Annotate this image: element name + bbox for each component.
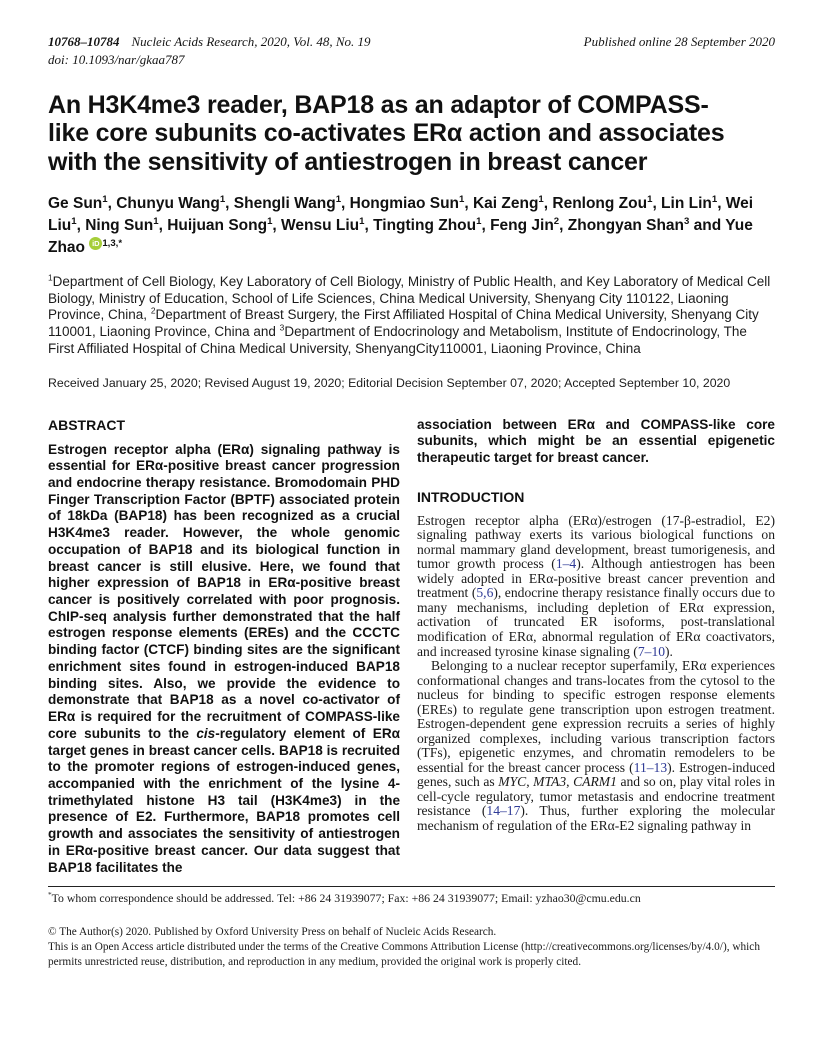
- abstract-heading: ABSTRACT: [48, 416, 125, 433]
- copyright-line: © The Author(s) 2020. Published by Oxford University Press on behalf of Nucleic Acids Research.: [48, 926, 497, 939]
- submission-dates: Received January 25, 2020; Revised August 19, 2020; Editorial Decision September 07, 2020; Accepted September 10, 2020: [48, 375, 731, 390]
- journal-header: [48, 34, 775, 50]
- page-range: 10768–10784: [48, 34, 120, 49]
- article-title: An H3K4me3 reader, BAP18 as an adaptor of COMPASS-like core subunits co-activates ERα action and associates with the sensitivity of antiestrogen in breast cancer: [48, 91, 725, 176]
- introduction-paragraph-1: Estrogen receptor alpha (ERα)/estrogen (17-β-estradiol, E2) signaling pathway exerts its various biological functions on normal mammary gland development, breast tumorigenesis, and tumor growth process (1–4). Although antiestrogen has been widely adopted in ERα-positive breast cancer prevention and treatment (5,6), endocrine therapy resistance finally occurs due to many mechanisms, including depletion of ERα expression, activation of truncated ER isoforms, post-translational modification of ERα, abnormal regulation of ERα coactivators, and increased tyrosine kinase signaling (7–10).: [417, 512, 775, 659]
- footnote-divider: [48, 886, 775, 887]
- doi: doi: 10.1093/nar/gkaa787: [48, 52, 185, 67]
- license-statement: This is an Open Access article distributed under the terms of the Creative Commons Attribution License (http://creativecommons.org/licenses/by/4.0/), which permits unrestricted reuse, distribution, and reproduction in any medium, provided the original work is properly cited.: [48, 941, 760, 969]
- introduction-heading: INTRODUCTION: [417, 488, 525, 505]
- journal-citation: [48, 34, 371, 50]
- two-column-body: [48, 417, 775, 877]
- citation-link[interactable]: 1–4: [555, 556, 577, 572]
- right-column: [417, 417, 775, 877]
- citation-link[interactable]: 5,6: [476, 585, 494, 601]
- orcid-icon[interactable]: iD: [89, 237, 102, 250]
- citation-link[interactable]: 7–10: [637, 643, 666, 659]
- correspondence-footnote: *To whom correspondence should be addressed. Tel: +86 24 31939077; Fax: +86 24 31939077; Email: yzhao30@cmu.edu.cn: [48, 890, 641, 906]
- citation-link[interactable]: 14–17: [486, 803, 521, 819]
- journal-info: Nucleic Acids Research, 2020, Vol. 48, No. 19: [131, 34, 371, 49]
- left-column: [48, 417, 400, 877]
- citation-link[interactable]: 11–13: [633, 759, 668, 775]
- published-online: Published online 28 September 2020: [583, 34, 775, 49]
- affiliations: $^1$Department of Cell Biology, Key Laboratory of Cell Biology, Ministry of Public Health, and Key Laboratory of Medical Cell Biology, Ministry of Education, School of Life Sciences, China Medical University, Shenyang City 110122, Liaoning Province, China, $^2$Department of Breast Surgery, the First Affiliated Hospital of China Medical University, Shenyang City 110001, Liaoning Province, China and $^3$Department of Endocrinology and Metabolism, Institute of Endocrinology, The First Affiliated Hospital of China Medical University, ShenyangCity110001, Liaoning Province, China: [48, 272, 771, 356]
- abstract-text-part2: association between ERα and COMPASS-like core subunits, which might be an essential epigenetic therapeutic target for breast cancer.: [417, 416, 775, 466]
- abstract-text-part1: Estrogen receptor alpha (ERα) signaling pathway is essential for ERα-positive breast cancer progression and endocrine therapy resistance. Bromodomain PHD Finger Transcription Factor (BPTF) associated protein of 18kDa (BAP18) has been recognized as a crucial H3K4me3 reader. However, the whole genomic occupation of BAP18 and its biological function in breast cancer is still elusive. Here, we found that higher expression of BAP18 in ERα-positive breast cancer is positively correlated with poor prognosis. ChIP-seq analysis further demonstrated that the half estrogen response elements (EREs) and the CCCTC binding factor (CTCF) binding sites are the significant enrichment sites found in estrogen-induced BAP18 binding sites. Also, we provide the evidence to demonstrate that BAP18 as a novel co-activator of ERα is required for the recruitment of COMPASS-like core subunits to the cis-regulatory element of ERα target genes in breast cancer cells. BAP18 is recruited to the promoter regions of estrogen-induced genes, accompanied with the enrichment of the lysine 4-trimethylated histone H3 tail (H3K4me3) in the presence of E2. Furthermore, BAP18 promotes cell growth and associates the sensitivity of antiestrogen in ERα-positive breast cancer. Our data suggest that BAP18 facilitates the: [48, 441, 400, 875]
- introduction-paragraph-2: Belonging to a nuclear receptor superfamily, ERα experiences conformational changes and trans-locates from the cytosol to the nucleus for binding to specific estrogen response elements (EREs) to regulate gene transcription upon estrogen treatment. Estrogen-dependent gene expression recruits a series of highly organized complexes, including various transcription factors (TFs), epigenetic enzymes, and chromatin remodelers to be essential for the breast cancer process (11–13). Estrogen-induced genes, such as MYC, MTA3, CARM1 and so on, play vital roles in cell-cycle regulatory, tumor metastasis and endocrine treatment resistance (14–17). Thus, further exploring the molecular mechanism of regulation of the ERα-E2 signaling pathway in: [417, 658, 776, 833]
- author-list: Ge Sun$^1$, Chunyu Wang$^1$, Shengli Wang$^1$, Hongmiao Sun$^1$, Kai Zeng$^1$, Renlong Zou$^1$, Lin Lin$^1$, Wei Liu$^1$, Ning Sun$^1$, Huijuan Song$^1$, Wensu Liu$^1$, Tingting Zhou$^1$, Feng Jin$^2$, Zhongyan Shan$^3$ and Yue Zhao iD $^{1,3,*}$: [48, 193, 754, 256]
- copyright-block: [48, 925, 775, 970]
